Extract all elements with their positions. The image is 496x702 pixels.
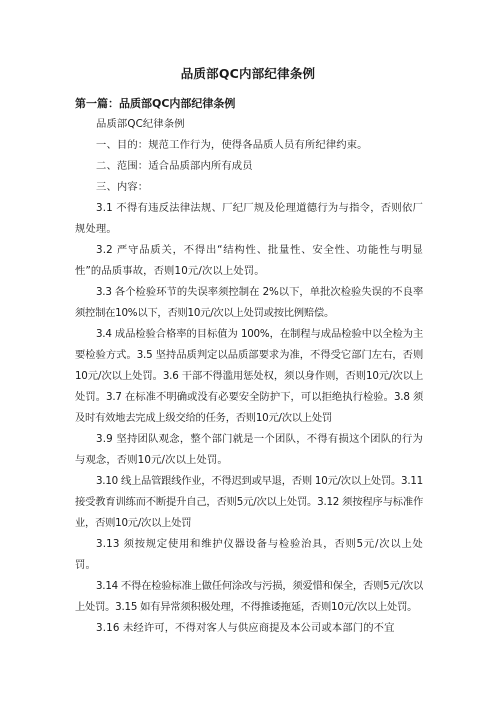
paragraph-purpose: 一、目的：规范工作行为，使得各品质人员有所纪律约束。 <box>96 139 368 151</box>
paragraph-rule-3-2: 3.2 严守品质关，不得出“结构性、批量性、安全性、功能性与明显性”的品质事故，否则10元/次以上处罚。 <box>75 244 423 277</box>
paragraph-rule-3-4-to-3-8: 3.4 成品检验合格率的目标值为 100%，在制程与成品检验中以全检为主要检验方式。3.5 坚持品质判定以品质部要求为准，不得受它部门左右，否则10元/次以上处罚。3.6 干部不得滥用惩处权，须以身作则，否则10元/次以上处罚。3.7 在标准不明确或没有必要安全防护下，可以拒绝执行检验。3.8 须及时有效地去完成上级交给的任务，否则10元/次以上处罚 <box>75 328 423 424</box>
paragraph-rule-3-14-3-15: 3.14 不得在检验标准上做任何涂改与污损，须爱惜和保全，否则5元/次以上处罚。3.15 如有异常须积极处理，不得推诿拖延，否则10元/次以上处罚。 <box>75 580 423 613</box>
paragraph-rule-3-3: 3.3 各个检验环节的失误率须控制在 2%以下，单批次检验失误的不良率须控制在10%以下，否则10元/次以上处罚或按比例赔偿。 <box>75 286 423 319</box>
paragraph-rule-3-9: 3.9 坚持团队观念，整个部门就是一个团队，不得有损这个团队的行为与观念，否则10元/次以上处罚。 <box>75 433 423 466</box>
paragraph-rule-3-16: 3.16 未经许可，不得对客人与供应商提及本公司或本部门的不宜 <box>96 622 395 634</box>
paragraph-rule-3-10-to-3-12: 3.10 线上品管跟线作业，不得迟到或早退，否则 10元/次以上处罚。3.11 接受教育训练而不断提升自己，否则5元/次以上处罚。3.12 须按程序与标准作业，否则10元/次以上处罚 <box>75 475 423 529</box>
paragraph-content-heading: 三、内容： <box>96 181 149 193</box>
paragraph-rule-3-13: 3.13 须按规定使用和维护仪器设备与检验治具，否则5元/次以上处罚。 <box>75 538 423 571</box>
document-body <box>75 93 423 639</box>
paragraph-rule-3-1: 3.1 不得有违反法律法规、厂纪厂规及伦理道德行为与指令，否则依厂规处理。 <box>75 202 423 235</box>
paragraph-scope: 二、范围：适合品质部内所有成员 <box>96 160 253 172</box>
document-title: 品质部QC内部纪律条例 <box>180 66 316 81</box>
section-heading: 第一篇：品质部QC内部纪律条例 <box>75 97 236 110</box>
paragraph-subtitle: 品质部QC纪律条例 <box>96 118 185 130</box>
